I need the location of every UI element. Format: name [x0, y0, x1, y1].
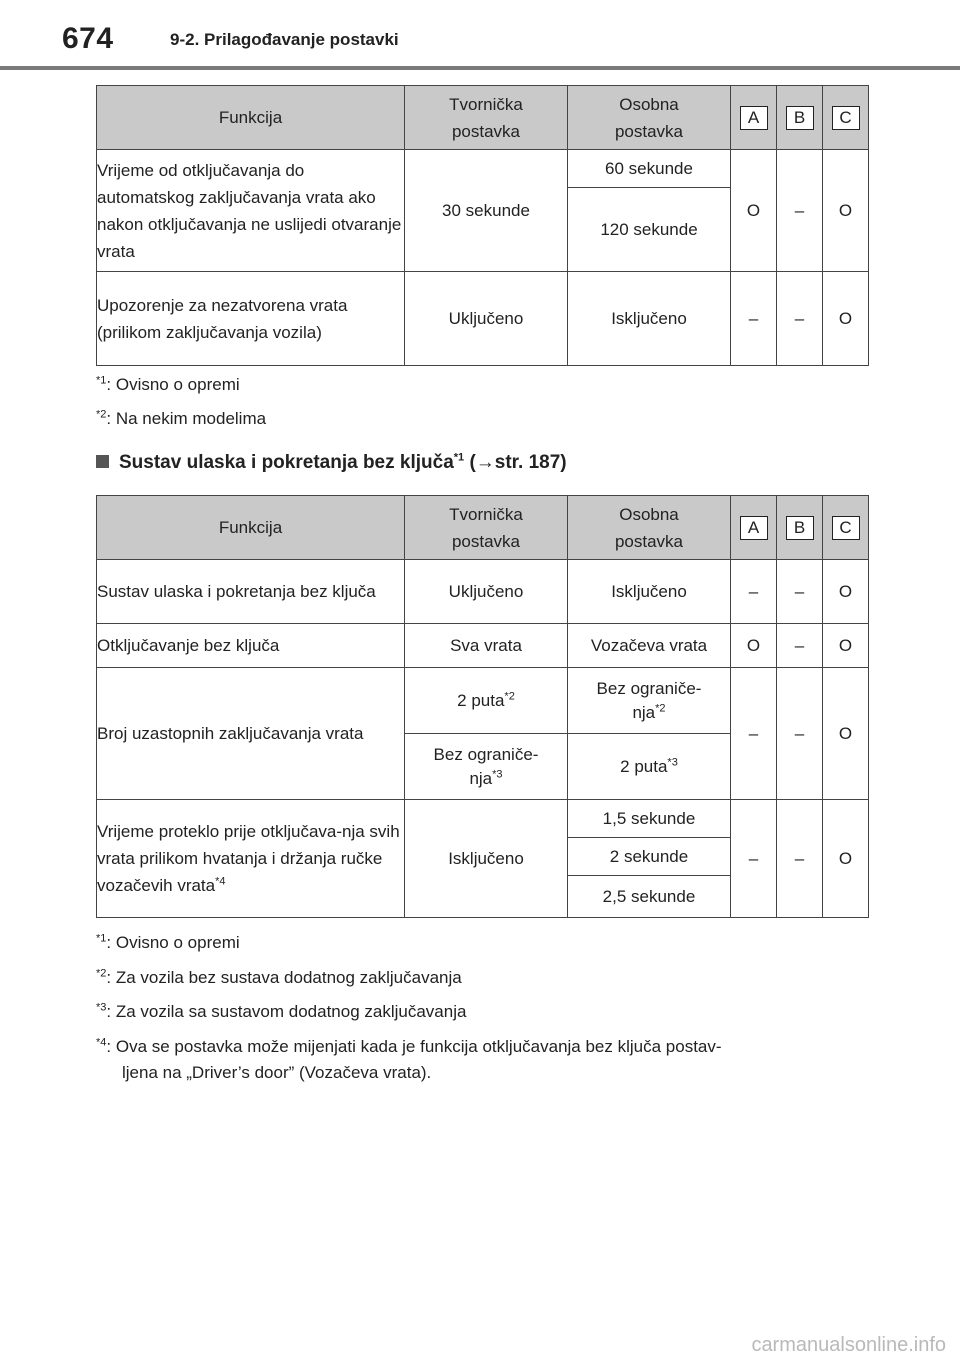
col-b-cell: – — [777, 272, 823, 366]
footnote-mark: *2 — [96, 967, 107, 980]
personal-cell: 2,5 sekunde — [568, 876, 731, 918]
subheading — [96, 452, 567, 474]
subheading-text: Sustav ulaska i pokretanja bez ključa — [119, 452, 454, 473]
header-factory-setting — [405, 496, 568, 560]
table-row — [97, 624, 869, 668]
section-title: 9-2. Prilagođavanje postavki — [170, 30, 399, 49]
header-col-b-label: B — [786, 516, 814, 540]
table-row — [97, 668, 869, 734]
personal-cell: Isključeno — [568, 272, 731, 366]
footnote-mark: *1 — [96, 932, 107, 945]
col-c-cell: O — [823, 560, 869, 624]
col-c-cell: O — [823, 668, 869, 800]
subheading-ref-open: ( — [464, 452, 476, 473]
factory-cell: Uključeno — [405, 272, 568, 366]
function-cell: Vrijeme od otključavanja do automatskog zaključavanja vrata ako nakon otključavanja ne uslijedi otvaranje vrata — [97, 150, 405, 272]
footnote-mark: *4 — [215, 875, 226, 888]
page-reference-link[interactable]: str. 187) — [494, 452, 567, 473]
personal-cell: 1,5 sekunde — [568, 800, 731, 838]
header-col-a-label: A — [740, 106, 768, 130]
col-a-cell: – — [731, 560, 777, 624]
footnote-text: : Za vozila bez sustava dodatnog zaključavanja — [106, 968, 462, 987]
footnote-text: : Ovisno o opremi — [106, 375, 240, 394]
smart-entry-settings-table — [96, 495, 869, 918]
col-b-cell: – — [777, 668, 823, 800]
header-personal-setting — [568, 496, 731, 560]
footnote-mark: *2 — [655, 701, 666, 714]
header-factory-line2: postavka — [451, 121, 521, 141]
header-col-b-label: B — [786, 106, 814, 130]
footnote-text: : Ovisno o opremi — [106, 933, 240, 952]
factory-value-line2: nja — [469, 768, 493, 788]
header-personal-line1: Osobna — [619, 94, 679, 114]
col-b-cell: – — [777, 624, 823, 668]
table-row — [97, 800, 869, 838]
factory-cell: Isključeno — [405, 800, 568, 918]
bullet-square-icon — [96, 455, 109, 468]
function-cell: Broj uzastopnih zaključavanja vrata — [97, 668, 405, 800]
table-header-row — [97, 496, 869, 560]
personal-value-line1: Bez ograniče- — [596, 678, 702, 698]
page-number: 674 — [62, 22, 114, 55]
col-b-cell: – — [777, 800, 823, 918]
header-divider — [0, 66, 960, 70]
col-a-cell: O — [731, 150, 777, 272]
col-a-cell: O — [731, 624, 777, 668]
col-c-cell: O — [823, 272, 869, 366]
footnote-mark: *3 — [492, 767, 503, 780]
footnote-text-continued: ljena na „Driver’s door” (Vozačeva vrata). — [122, 1063, 432, 1082]
personal-value-line2: nja — [632, 702, 656, 722]
factory-value: 2 puta — [457, 690, 505, 710]
footnote-text: : Ova se postavka može mijenjati kada je funkcija otključavanja bez ključa postav- — [106, 1037, 722, 1056]
header-personal-setting — [568, 86, 731, 150]
reference-arrow-icon: → — [475, 452, 495, 473]
personal-cell: Vozačeva vrata — [568, 624, 731, 668]
col-a-cell: – — [731, 272, 777, 366]
header-personal-line2: postavka — [614, 531, 684, 551]
header-personal-line1: Osobna — [619, 504, 679, 524]
personal-cell: Isključeno — [568, 560, 731, 624]
col-c-cell: O — [823, 624, 869, 668]
footnote-mark: *2 — [96, 408, 107, 421]
footnote-text: : Na nekim modelima — [106, 409, 267, 428]
personal-cell: 2 sekunde — [568, 838, 731, 876]
subheading-mark: *1 — [453, 451, 465, 464]
header-col-c-label: C — [832, 516, 860, 540]
factory-cell: Sva vrata — [405, 624, 568, 668]
footnote-mark: *3 — [667, 755, 678, 768]
table-row — [97, 150, 869, 188]
col-c-cell: O — [823, 150, 869, 272]
footnote — [96, 930, 240, 956]
header-factory-setting — [405, 86, 568, 150]
col-a-cell: – — [731, 800, 777, 918]
header-col-c — [823, 496, 869, 560]
header-factory-line1: Tvornička — [449, 504, 523, 524]
personal-cell: 60 sekunde — [568, 150, 731, 188]
function-cell: Otključavanje bez ključa — [97, 624, 405, 668]
header-col-c-label: C — [832, 106, 860, 130]
header-function: Funkcija — [97, 86, 405, 150]
col-b-cell: – — [777, 150, 823, 272]
footnote-mark: *2 — [504, 689, 515, 702]
table-row — [97, 272, 869, 366]
col-b-cell: – — [777, 560, 823, 624]
personal-cell — [568, 734, 731, 800]
personal-cell — [568, 668, 731, 734]
footnote-text: : Za vozila sa sustavom dodatnog zaključavanja — [106, 1002, 467, 1021]
table-row — [97, 560, 869, 624]
footnote — [96, 965, 462, 991]
factory-cell: Uključeno — [405, 560, 568, 624]
function-cell: Upozorenje za nezatvorena vrata (prilikom zaključavanja vozila) — [97, 272, 405, 366]
factory-cell — [405, 668, 568, 734]
footnote — [96, 999, 466, 1025]
factory-cell: 30 sekunde — [405, 150, 568, 272]
door-lock-settings-table — [96, 85, 869, 366]
function-cell — [97, 800, 405, 918]
header-factory-line2: postavka — [451, 531, 521, 551]
header-personal-line2: postavka — [614, 121, 684, 141]
function-text: Vrijeme proteklo prije otključava-nja svih vrata prilikom hvatanja i držanja ručke vozačevih vrata — [97, 822, 400, 895]
header-factory-line1: Tvornička — [449, 94, 523, 114]
factory-cell — [405, 734, 568, 800]
personal-cell: 120 sekunde — [568, 188, 731, 272]
factory-value-line1: Bez ograniče- — [433, 744, 539, 764]
personal-value: 2 puta — [620, 756, 668, 776]
footnote-mark: *3 — [96, 1001, 107, 1014]
footnote — [96, 406, 266, 432]
table-header-row — [97, 86, 869, 150]
header-col-b — [777, 86, 823, 150]
footnote-mark: *1 — [96, 374, 107, 387]
footnote — [96, 1034, 722, 1086]
header-function: Funkcija — [97, 496, 405, 560]
function-cell: Sustav ulaska i pokretanja bez ključa — [97, 560, 405, 624]
col-c-cell: O — [823, 800, 869, 918]
header-col-b — [777, 496, 823, 560]
footnote-mark: *4 — [96, 1036, 107, 1049]
col-a-cell: – — [731, 668, 777, 800]
watermark: carmanualsonline.info — [751, 1334, 946, 1356]
header-col-c — [823, 86, 869, 150]
header-col-a-label: A — [740, 516, 768, 540]
header-col-a — [731, 496, 777, 560]
header-col-a — [731, 86, 777, 150]
footnote — [96, 372, 240, 398]
